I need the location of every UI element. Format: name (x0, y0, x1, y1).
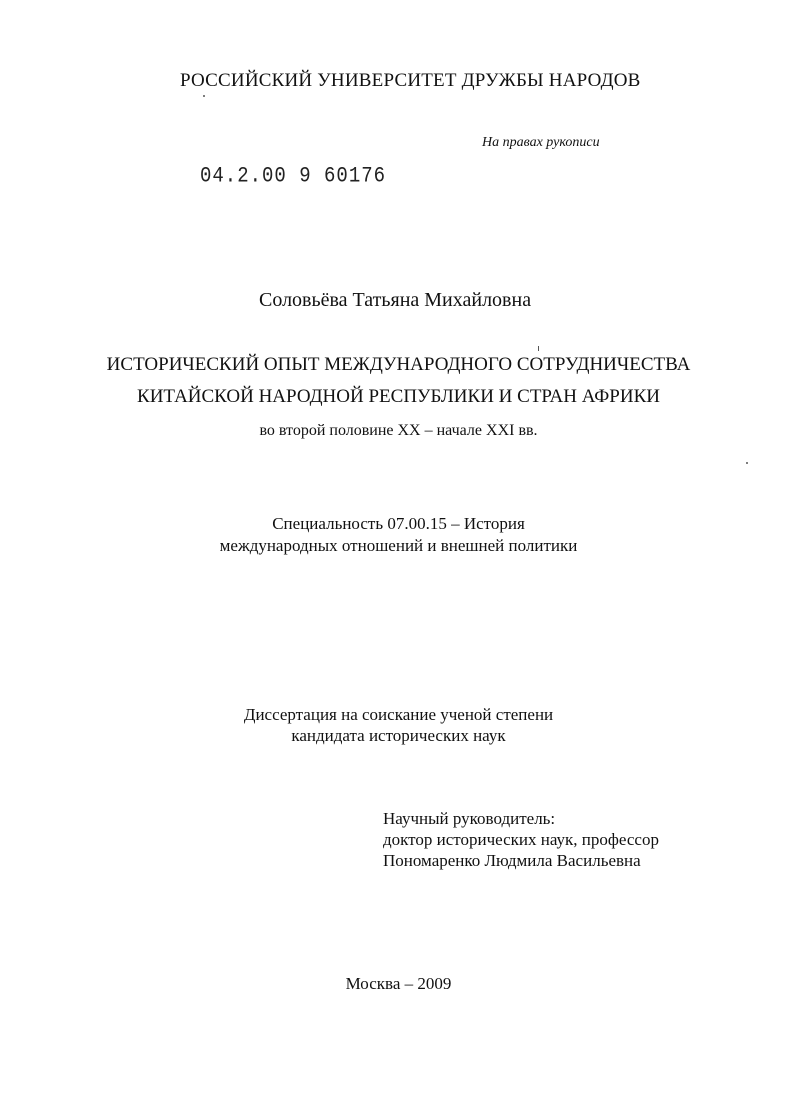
specialty-line-1: Специальность 07.00.15 – История (272, 514, 525, 533)
city-year: Москва – 2009 (345, 974, 452, 993)
scan-speck (538, 346, 539, 351)
university-name: РОССИЙСКИЙ УНИВЕРСИТЕТ ДРУЖБЫ НАРОДОВ (180, 70, 641, 91)
author-name: Соловьёва Татьяна Михайловна (259, 289, 532, 311)
title-line-1: ИСТОРИЧЕСКИЙ ОПЫТ МЕЖДУНАРОДНОГО СОТРУДНИЧЕСТВА (106, 354, 691, 375)
scan-speck (746, 462, 748, 464)
title-line-3: во второй половине XX – начале XXI вв. (259, 422, 538, 439)
title-line-2: КИТАЙСКОЙ НАРОДНОЙ РЕСПУБЛИКИ И СТРАН АФРИКИ (137, 386, 660, 407)
supervisor-name: Пономаренко Людмила Васильевна (383, 851, 641, 870)
dissertation-line-2: кандидата исторических наук (291, 726, 506, 745)
scan-speck (203, 95, 205, 97)
specialty-line-2: международных отношений и внешней политики (219, 536, 578, 555)
rights-note: На правах рукописи (482, 135, 600, 150)
supervisor-degree: доктор исторических наук, профессор (383, 830, 659, 849)
dissertation-line-1: Диссертация на соискание ученой степени (243, 705, 554, 724)
catalog-stamp: 04.2.00 9 60176 (200, 163, 387, 189)
supervisor-label: Научный руководитель: (383, 809, 556, 828)
